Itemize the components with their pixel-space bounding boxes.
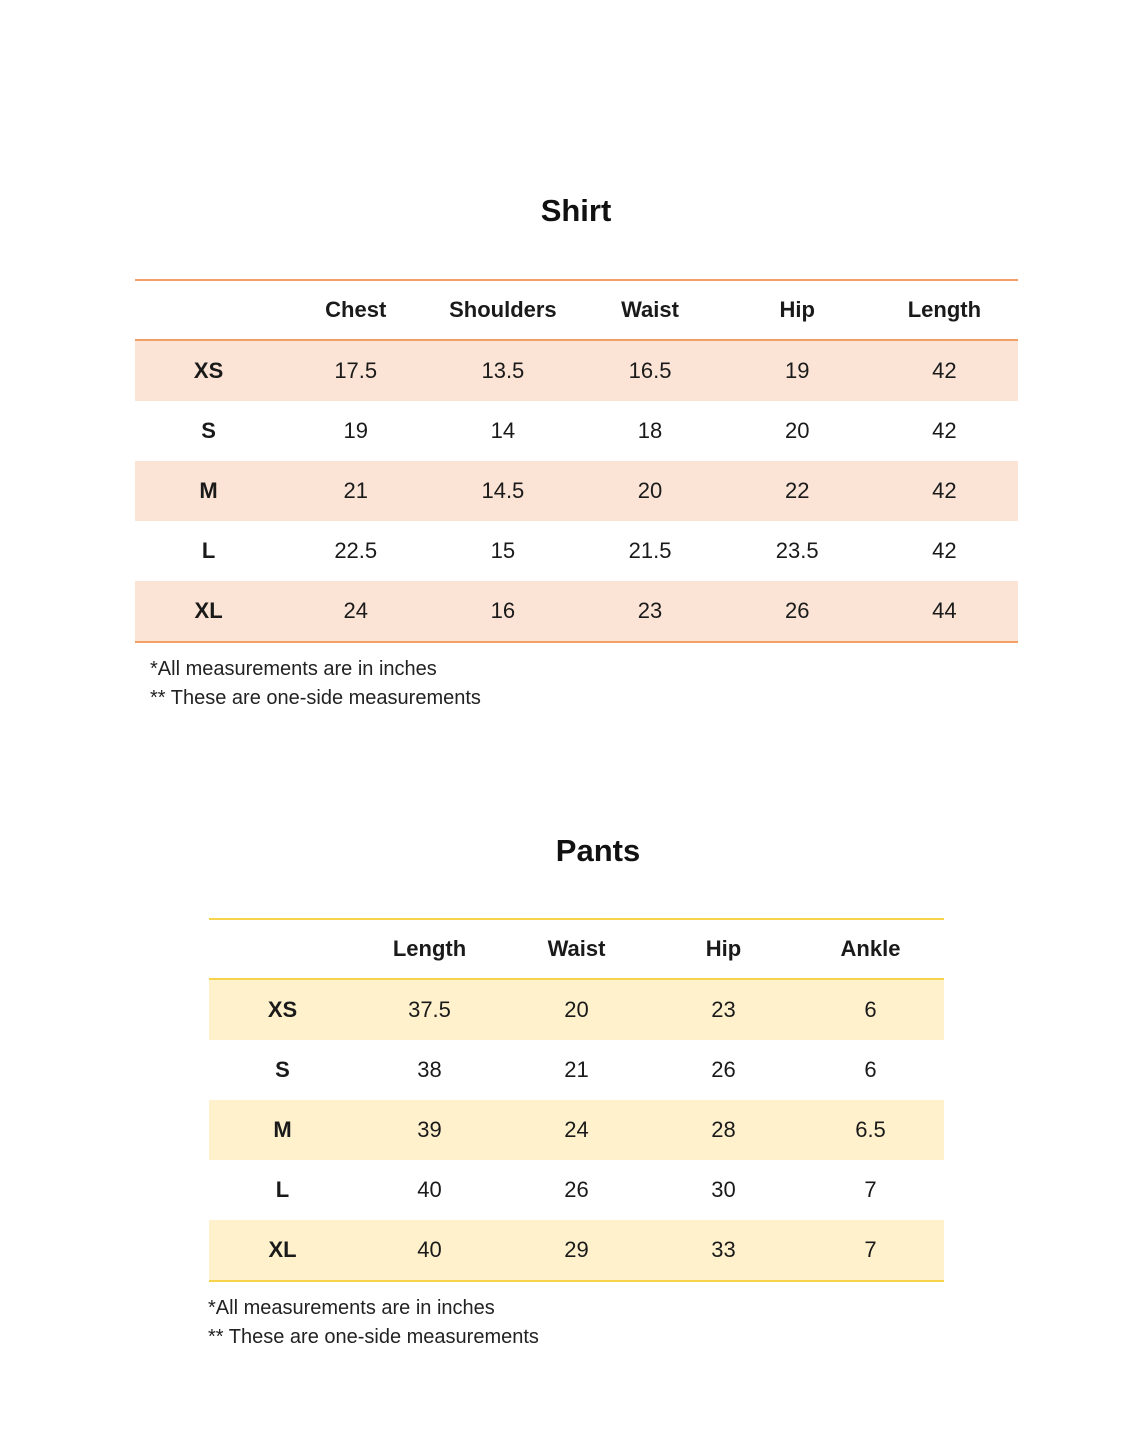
- table-cell: 15: [490, 538, 516, 563]
- column-header: Length: [907, 297, 982, 322]
- size-label: XS: [193, 358, 224, 383]
- column-header: Shoulders: [449, 297, 557, 322]
- table-header-row: [209, 919, 944, 979]
- table-cell: 40: [417, 1177, 442, 1202]
- table-row: [209, 1040, 944, 1100]
- size-label: M: [199, 478, 218, 503]
- column-header: Chest: [325, 297, 387, 322]
- table-cell: 6.5: [855, 1117, 886, 1142]
- table-row: [135, 581, 1018, 642]
- column-header: Length: [392, 936, 467, 961]
- note-units: *All measurements are in inches: [208, 1297, 495, 1319]
- column-header: [135, 280, 282, 340]
- table-row: [209, 1160, 944, 1220]
- table-cell: 20: [564, 997, 589, 1022]
- table-cell: 44: [932, 598, 957, 623]
- size-label: L: [275, 1177, 290, 1202]
- table-cell: 42: [932, 418, 957, 443]
- table-cell: 7: [864, 1237, 877, 1262]
- table-cell: 14: [490, 418, 516, 443]
- table-cell: 26: [564, 1177, 589, 1202]
- table-header-row: [135, 280, 1018, 340]
- note-one-side: ** These are one-side measurements: [208, 1326, 539, 1348]
- table-cell: 39: [417, 1117, 442, 1142]
- table-cell: 23.5: [775, 538, 819, 563]
- pants-title: Pants: [555, 833, 641, 868]
- column-header: Waist: [621, 297, 679, 322]
- table-cell: 38: [417, 1057, 442, 1082]
- shirt-title: Shirt: [540, 193, 612, 228]
- pants-notes: [208, 1294, 539, 1352]
- size-label: XS: [267, 997, 298, 1022]
- column-header: Waist: [547, 936, 606, 961]
- shirt-notes: [150, 655, 481, 713]
- table-row: [209, 1100, 944, 1160]
- table-cell: 22: [784, 478, 810, 503]
- column-header: Hip: [705, 936, 742, 961]
- table-cell: 40: [417, 1237, 442, 1262]
- table-cell: 24: [564, 1117, 589, 1142]
- table-cell: 18: [637, 418, 663, 443]
- table-row: [135, 340, 1018, 401]
- table-row: [135, 521, 1018, 581]
- table-row: [135, 461, 1018, 521]
- table-cell: 17.5: [334, 358, 378, 383]
- shirt-size-table: [135, 279, 1018, 643]
- table-cell: 28: [711, 1117, 736, 1142]
- note-units: *All measurements are in inches: [150, 658, 437, 680]
- size-label: M: [273, 1117, 292, 1142]
- column-header: Ankle: [840, 936, 901, 961]
- table-cell: 23: [711, 997, 736, 1022]
- table-cell: 20: [784, 418, 810, 443]
- table-cell: 42: [932, 478, 957, 503]
- size-label: L: [201, 538, 216, 563]
- table-cell: 6: [864, 997, 877, 1022]
- size-label: S: [201, 418, 216, 443]
- column-header: Hip: [779, 297, 815, 322]
- size-label: XL: [268, 1237, 297, 1262]
- table-cell: 30: [711, 1177, 736, 1202]
- table-cell: 22.5: [334, 538, 378, 563]
- table-cell: 13.5: [481, 358, 525, 383]
- table-row: [135, 401, 1018, 461]
- table-cell: 7: [864, 1177, 877, 1202]
- table-row: [209, 979, 944, 1040]
- table-cell: 19: [784, 358, 810, 383]
- column-header: [209, 919, 356, 979]
- table-cell: 37.5: [408, 997, 451, 1022]
- table-cell: 33: [711, 1237, 736, 1262]
- table-cell: 29: [564, 1237, 589, 1262]
- table-cell: 42: [932, 538, 957, 563]
- table-cell: 23: [637, 598, 663, 623]
- size-label: S: [275, 1057, 290, 1082]
- table-cell: 21.5: [628, 538, 672, 563]
- table-cell: 14.5: [481, 478, 525, 503]
- table-cell: 26: [784, 598, 810, 623]
- table-cell: 21: [343, 478, 368, 503]
- table-cell: 19: [343, 418, 368, 443]
- table-cell: 26: [711, 1057, 736, 1082]
- table-cell: 16: [490, 598, 516, 623]
- table-cell: 24: [343, 598, 368, 623]
- table-cell: 21: [564, 1057, 589, 1082]
- note-one-side: ** These are one-side measurements: [150, 687, 481, 709]
- table-cell: 20: [637, 478, 663, 503]
- table-cell: 16.5: [628, 358, 672, 383]
- table-cell: 42: [932, 358, 957, 383]
- table-row: [209, 1220, 944, 1281]
- table-cell: 6: [864, 1057, 877, 1082]
- pants-size-table: [209, 918, 944, 1282]
- size-label: XL: [194, 598, 223, 623]
